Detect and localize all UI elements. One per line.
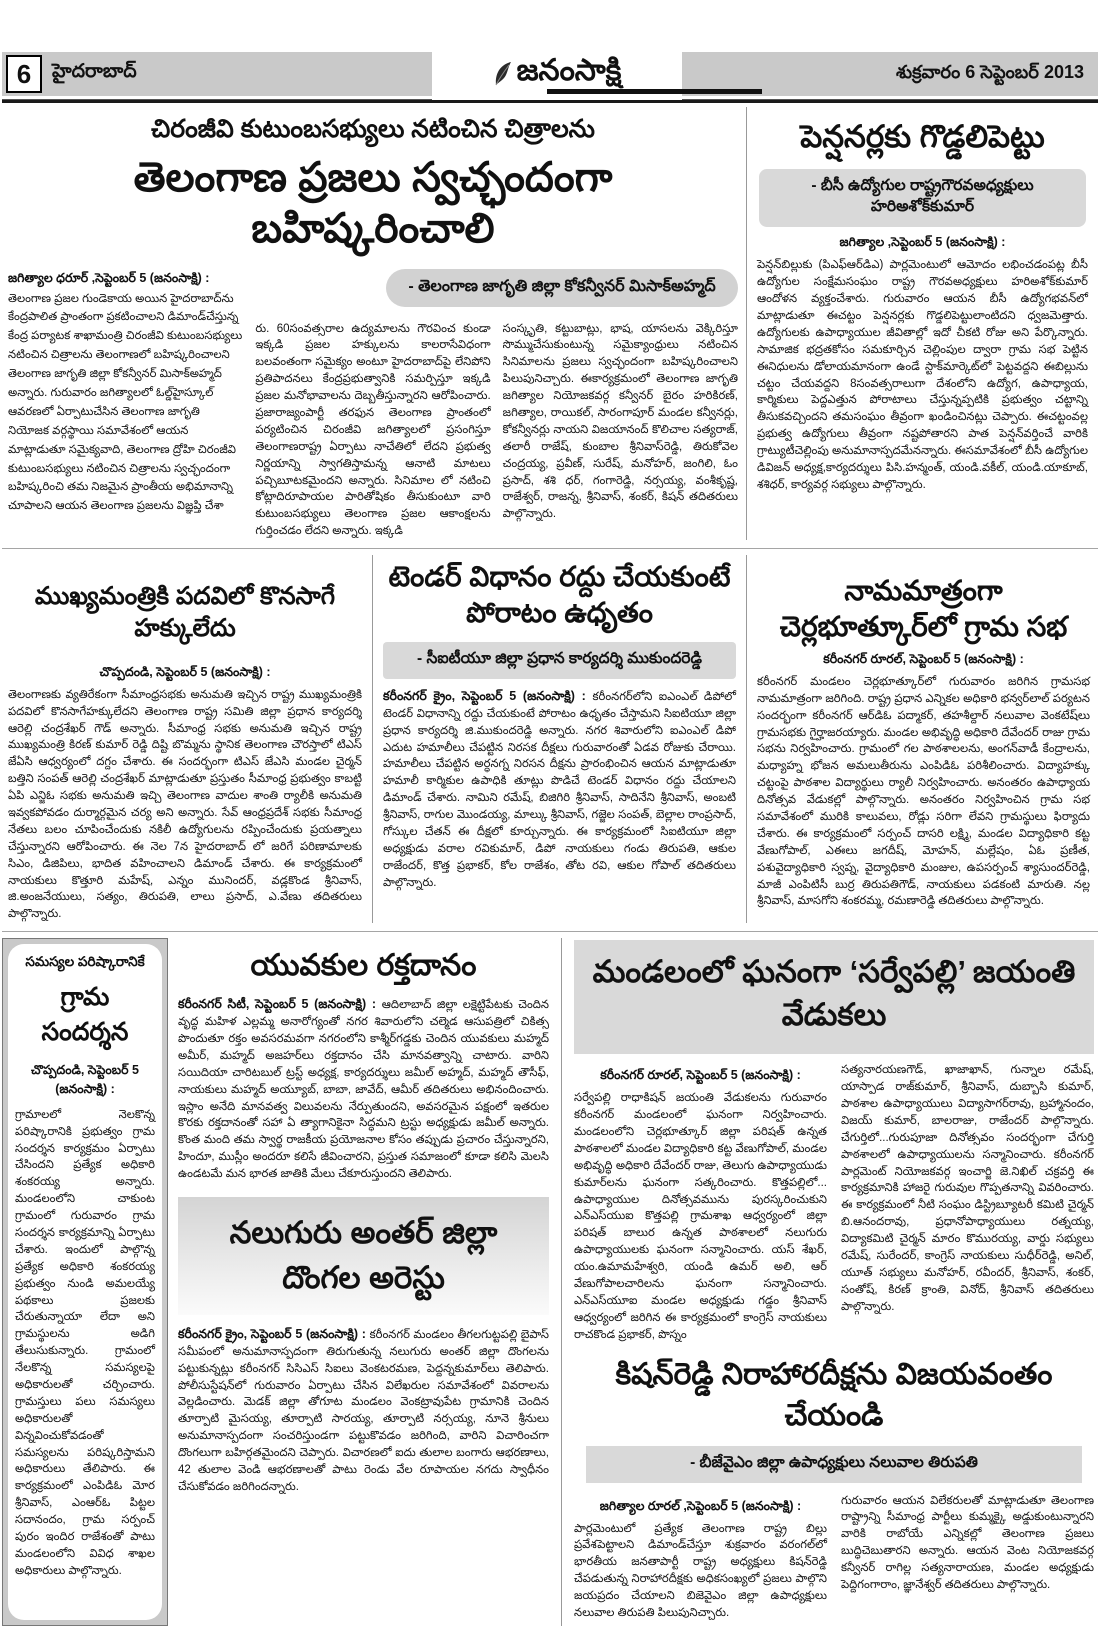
article-kicker: సమస్యల పరిష్కారానికే — [25, 954, 145, 970]
article-columns — [574, 1062, 1094, 1343]
article-headline-line2: దొంగల అరెస్టు — [282, 1259, 445, 1295]
newspaper-page — [0, 52, 1100, 1620]
article-body: కరీంనగర్ మండలం చెర్లభూత్కూర్‌లో గురువారం జరిగిన గ్రామసభ నామమాత్రంగా జరిగింది. రాష్ట్ర ప్రధాన ఎన్నికల అధికారి భన్వర్‌లాల్ పర్యటన సందర్భంగా కరీంనగర్ ఆర్‌డిఓ పద్మాకర్, తహశీల్దార్ నలువాల వెంకటేష్‌లు గ్రామసభకు గైర్హాజరయ్యారు. మండల అభివృద్ధి అధికారి దేవేందర్ రాజు గ్రామ సభను నిర్వహించారు. గ్రామంలో గల పాఠశాలలను, అంగన్‌వాడీ కేంద్రాలను, మధ్యాహ్న భోజన అమలుతీరును ఎంపిడిఓ పరిశీలించారు. విద్యాహక్కు చట్టంపై పాఠశాల విద్యార్థులు ర్యాలీ నిర్వహించారు. అనంతరం ఉపాధ్యాయ దినోత్సవ వేడుకల్లో పాల్గొన్నారు. అనంతరం నిర్వహించిన గ్రామ సభ సమావేశంలో మురికి కాలువలు, రోడ్లు సరిగా లేవని గ్రామస్థులు ఫిర్యాదు చేశారు. ఈ కార్యక్రమంలో సర్పంచ్ దాసరి లక్ష్మి, మండల విద్యాధికారి కట్ట వేణుగోపాల్, ఎఈలు జగదీష్, మోహన్, మల్లేషం, ఏఓ ప్రణీత, పశువైద్యాధికారి స్వప్న, వైద్యాధికారి మంజుల, ఉపసర్పంచ్ శ్యాసుందర్‌రెడ్డి, మాజీ ఎంపిటిసీ బుర్ర తిరుపతిగౌడ్, నాయకులు పడకంటి మారుతి. నల్ల శ్రీనివాస్, మాసగోని శంకరమ్మ, రమణారెడ్డి తదితరులు పాల్గొన్నారు. — [757, 675, 1090, 908]
article-headline: పెన్షనర్లకు గొడ్డలిపెట్టు — [800, 119, 1045, 154]
article-sandarshana-box — [2, 938, 168, 1626]
article-headline — [178, 1197, 549, 1315]
issue-date: శుక్రవారం 6 సెప్టెంబర్ 2013 — [896, 61, 1084, 82]
edition-city: హైదరాబాద్ — [52, 61, 137, 82]
article-byline: - బీజేవైఎం జిల్లా ఉపాధ్యక్షులు నలువాల తిరుపతి — [586, 1446, 1082, 1483]
article-columns — [574, 1493, 1094, 1622]
article-blood — [178, 946, 549, 1183]
article-body: గ్రామాలలో నెలకొన్న పరిష్కారానికి ప్రభుత్వం గ్రామ సందర్శన కార్యక్రమం ఏర్పాటు చేసిందని ప్రత్యేక అధికారి శంకరయ్య అన్నారు. మండలంలోని చాకుంట గ్రామంలో గురువారం గ్రామ సందర్శన కార్యక్రమాన్ని ఏర్పాటు చేశారు. ఇందులో పాల్గొన్న ప్రత్యేక అధికారి శంకరయ్య ప్రభుత్వం నుండి అమలయ్యే పథకాలు ప్రజలకు చేరుతున్నాయా లేదా అని గ్రామస్థులను అడిగి తేలుసుకున్నారు. గ్రామంలో నేలకొన్న సమస్యలపై అధికారులతో చర్చించారు. గ్రామస్తులు పలు సమస్యలు అధికారులతో విన్నవించుకోవడంతో సమస్యలను పరిష్కరిస్తామని అధికారులు తేలిపారు. ఈ కార్యక్రమంలో ఎంపిడిఓ మోర శ్రీనివాస్, ఎంఆర్ఓ పిట్టల సదానందం, గ్రామ సర్పంచ్ పురం ఇందిర రాజేశంతో పాటు మండలంలోని వివిధ శాఖల అధికారులు పాల్గొన్నారు. — [15, 1108, 155, 1577]
article-sandarshana — [8, 944, 162, 1620]
article-headline: గ్రామ సందర్శన — [41, 983, 129, 1047]
article-headline: నామమాత్రంగా చెర్లభూత్కూర్‌లో గ్రామ సభ — [779, 575, 1068, 643]
article-column-2: సత్యనారయణగౌడ్, ఖాజాఖాన్, గున్నాల రమేష్, యాస్పాడ రాజ్‌కుమార్, శ్రీనివాస్, దుబ్బాసి కుమార్, పాఠశాల ఉపాధ్యాయులు విద్యాసాగర్‌రావు, బ్రహ్మానందం, విజయ్ కుమార్, బాలరాజు, రాజేందర్ పాల్గొన్నారు. చేగుర్తిలో...గురుపూజా దినోత్సవం సందర్భంగా చేగుర్తి పాఠశాలలో ఉపాధ్యాయులను సన్మానించారు. కరీంనగర్ పార్లమెంట్ నియోజకవర్గ ఇంచార్జి జె.నిఖిల్ చక్రవర్తి ఈ కార్యక్రమానికి హాజరై గురువుల గొప్పతనాన్ని వివరించారు. ఈ కార్యక్రమంలో నీటి సంఘం డిస్ట్రిబ్యూటరీ కమిటి చైర్మన్ బి.ఆనందరావు, ప్రధానోపాధ్యాయులు రత్నయ్య, విద్యాకమిటి చైర్మన్ మారం కొమురయ్య, వార్డు సభ్యులు రమేష్, సురేందర్, కాంగ్రెస్ నాయకులు సుధీర్‌రెడ్డి, అనిల్, యూత్ సభ్యులు మనోహర్, రవీందర్, శ్రీనివాస్, శంకర్, సంతోష్, కిరణ్ క్రాంతి, వినోద్, శ్రీనివాస్ తదితరులు పాల్గొన్నారు. — [841, 1064, 1094, 1313]
dateline-line2: (జనంసాక్షి) : — [55, 1081, 115, 1096]
dateline-line1: చొప్పదండి, సెప్టెంబర్ 5 — [31, 1063, 139, 1078]
article-column-1 — [574, 1062, 827, 1343]
masthead-leaf-icon — [493, 61, 513, 87]
article-dateline: చొప్పదండి, సెప్టెంబర్ 5 (జనంసాక్షి) : — [99, 664, 271, 679]
article-body: తెలంగాణకు వ్యతిరేకంగా సీమాంధ్రసభకు అనుమతి ఇచ్చిన రాష్ట్ర ముఖ్యమంత్రికి పదవిలో కొనసాగేహక్కులేదని తెలంగాణ రాష్ట్ర సమితి జిల్లా ప్రధాన కార్యదర్శి ఆరెల్లి చంద్రశేఖర్ గౌడ్ అన్నారు. సీమాంధ్ర సభకు అనుమతి ఇచ్చిన రాష్ట్ర ముఖ్యమంత్రి కిరణ్ కుమార్ రెడ్డి దిష్టి బొమ్మను స్థానిక తెలంగాణ చౌరస్తాలో టిఎస్ జేఏసి ఆధ్వర్యంలో దగ్దం చేశారు. ఈ సందర్భంగా టిఎస్ జేఎసి మండల చైర్మన్ బత్తిని సంపత్ ఆరెల్లి చంద్రశేఖర్ మాట్లాడుతూ ప్రస్తుతం సీమాంధ్ర ప్రభుత్వం కాబట్టి ఏపి ఎన్జిఓ సభకు అనుమతి ఇచ్చి తెలంగాణ వాదుల శాంతి ర్యాలీకి అనుమతి ఇవ్వకపోవడం దుర్మార్గమైన చర్య అని అన్నారు. సేవ్ ఆంధ్రప్రదేశ్ సభకు సీమాంధ్ర నేతలు బలం చూపించేందుకు నకిలీ ఉద్యోగులను రప్పించేందుకు ప్రయత్నాలు చేస్తున్నారని ఆరోపించారు. ఈ నెల 7న హైదరాబాద్ లో జరిగే పరిణామాలకు సిఎం, డిజిపిలు, భాదిత వహించాలని డిమాండ్ చేశారు. ఈ కార్యక్రమంలో నాయకులు కొత్తూరి మహేష్, ఎన్నం మునిందర్, వడ్లకొండ శ్రీనివాస్, జి.అంజనేయులు, సత్యం, తిరుపతి, లాలు ప్రసాద్, ఎ.వేణు తదితరులు పాల్గొన్నారు. — [8, 688, 362, 921]
article-column-1 — [574, 1493, 827, 1622]
row-top — [2, 107, 1098, 540]
article-columns — [8, 269, 738, 541]
article-column-3: సంస్కృతి, కట్టుబాట్లు, భాష, యాసలను వెక్కిరిస్తూ సొమ్ముచేసుకుంటున్న సమైక్యాంధ్రులు నటించిన సినిమాలను ప్రజలు స్వచ్ఛందంగా బహిష్కరించాలని పిలుపునిచ్చారు. ఈకార్యక్రమంలో తెలంగాణ జాగృతి జగిత్యాల నియోజకవర్గ కన్వీనర్ బైరం హరికిరణ్, జగిత్యాల, రాయికల్, సారంగాపూర్ మండల కన్వీనర్లు, కోకన్వీనర్లు నాయని విజయానంద్ కొలిచాల సత్యరాజ్, తలారీ రాజేష్, కుంబాల శ్రీనివాస్‌రెడ్డి, తిరుకోవెల చంద్రయ్య, ప్రవీణ్, సురేష్, మనోహర్, జంగిలి, ఓం ప్రసాద్, శశి ధర్, గంగారెడ్డి, నర్సయ్య, వంశీకృష్ణ, రాజేశ్వర్, రాజన్న, శ్రీనివాస్, శంకర్, కిషన్ తదితరులు పాల్గొన్నారు. — [502, 322, 738, 521]
article-dateline: జగిత్యాల ,సెప్టెంబర్ 5 (జనంసాక్షి) : — [839, 235, 1006, 250]
article-body: సర్వేపల్లి రాధాకిషన్ జయంతి వేడుకలను గురువారం కరీంనగర్ మండలంలో ఘనంగా నిర్వహించారు. మండలంలోని చెర్లభూత్కూర్ జిల్లా పరిషత్ ఉన్నత పాఠశాలలో మండల విద్యాధికారి కట్ట వేణుగోపాల్, మండల అభివృద్ధి అధికారి దేవేందర్ రాజు, తెలుగు ఉపాధ్యాయుడు కుమార్‌లను ఘనంగా సత్కరించారు. కొత్తపల్లిలో... ఉపాధ్యాయుల దినోత్సవమును పురస్కరించుకుని ఎన్‌ఎస్‌యుఐ కొత్తపల్లి గ్రామశాఖ ఆధ్వర్యంలో జిల్లా పరిషత్ బాలుర ఉన్నత పాఠశాలలో నలుగురు ఉపాధ్యాయులకు ఘనంగా సన్మానించారు. యస్ శేఖర్, యం.ఉమామహేశ్వరి, యండి ఉమర్ అలి, ఆర్ వేణుగోపాలచారిలను ఘనంగా సన్మానించారు. ఎన్‌ఎస్‌యూఐ మండల అధ్యక్షుడు గడ్డం శ్రీనివాస్ ఆధ్వర్యంలో జరిగిన ఈ కార్యక్రమంలో కాంగ్రెస్ నాయకులు రాచకొండ ప్రభాకర్, పొస్నం — [574, 1092, 827, 1341]
row-middle — [2, 555, 1098, 923]
article-body — [178, 1325, 549, 1496]
article-dateline: కరీంనగర్ క్రైం, సెప్టెంబర్ 5 (జనంసాక్షి) : — [178, 1326, 370, 1341]
article-headline: తెలంగాణ ప్రజలు స్వచ్ఛందంగా బహిష్కరించాలి — [133, 154, 613, 252]
article-body-text: కరీంనగర్ మండలం తీగలగుట్టపల్లి బైపాస్ సమీపంలో అనుమానాస్పదంగా తిరుగుతున్న నలుగురు అంతర్ జిల్లా దొంగలను పట్టుకున్నట్లు కరీంనగర్ సిసిఎస్ సిఐలు వెంకటరమణ, పెద్దన్నకుమార్‌లు తెలిపారు. పోలీసుస్టేషన్‌లో గురువారం ఏర్పాటు చేసిన విలేఖరుల సమావేశంలో వివరాలను వెల్లడించారు. మెడక్ జిల్లా తోగూట మండలం వెంకట్రావుపేట గ్రామానికి చెందిన తూర్పాటి మైసయ్య, తూర్పాటి సారయ్య, తూర్పాటి నర్సయ్య, నూనె శ్రీనులు అనుమానాస్పదంగా సంచరిస్తుండగా పట్టుకొవడం జరిగింది, వారిని విచారించగా దొంగలుగా బహిర్గతమైందని చెప్పారు. విచారణలో ఐదు తులాల బంగారు ఆభరణాలు, 42 తులాల వెండి ఆభరణాలతో పాటు రెండు వేల రూపాయల నగదు స్వాధీనం చేసుకోవడం జరిగిందన్నారు. — [178, 1328, 549, 1493]
article-boycott — [2, 107, 747, 540]
article-headline: యువకుల రక్తదానం — [250, 949, 477, 983]
article-column-2: రు. 60సంవత్సరాల ఉద్యమాలను గౌరవించ కుండా ఇక్కడి ప్రజల హక్కులను కాలరాసేవిధంగా బలవంతంగా సమైక్యం అంటూ హైదరాబాద్‌పై లేనిపోని ప్రతిపాదనలు కేంద్రప్రభుత్వానికి సమర్పిస్తూ ఇక్కడి ప్రజల మనోభావాలను దెబ్బతీస్తున్నారని ఆరోపించారు. ప్రజారాజ్యంపార్టీ తరఫున తెలంగాణ ప్రాంతంలో పర్యటించిన చిరంజీవి జగిత్యాలలో ప్రసంగిస్తూ తెలంగాణరాష్ట్ర ఏర్పాటు నాచేతిలో లేదని ప్రభుత్వ నిర్ణయాన్ని స్వాగతిస్తామన్న ఆనాటి మాటలు పచ్చిబూటకమైందని అన్నారు. సినిమాల లో నటించి కోట్లాదిరూపాయల పారితోషికం తీసుకుంటూ వారి కుటుంబసభ్యులు తెలంగాణ ప్రజల ఆకాంక్షలను గుర్తించడం లేదని అన్నారు. ఇక్కడి — [255, 322, 491, 538]
article-pension — [747, 107, 1098, 540]
article-dateline: కరీంనగర్ క్రైం, సెప్టెంబర్ 5 (జనంసాక్షి) : — [383, 688, 593, 703]
article-body — [178, 995, 549, 1183]
row-bottom — [2, 938, 1098, 1626]
masthead-title: జనంసాక్షి — [516, 53, 622, 87]
page-number: 6 — [6, 55, 42, 93]
article-body — [383, 687, 736, 892]
article-headline: మండలంలో ఘనంగా ‘సర్వేపల్లి’ జయంతి వేడుకలు — [574, 940, 1094, 1054]
column-right — [562, 938, 1098, 1626]
article-dateline: కరీంనగర్ సిటీ, సెప్టెంబర్ 5 (జనంసాక్షి) : — [178, 997, 382, 1012]
article-headline-line2: పోరాటం ఉధృతం — [466, 597, 653, 629]
masthead-underline — [547, 89, 762, 94]
article-dateline: కరీంనగర్ రూరల్, సెప్టెంబర్ 5 (జనంసాక్షి) : — [823, 651, 1024, 666]
column-middle — [168, 938, 562, 1626]
article-cm — [2, 555, 372, 923]
article-headline-line1: నలుగురు అంతర్ జిల్లా — [229, 1215, 498, 1251]
article-body: పార్లమెంటులో ప్రత్యేక తెలంగాణ రాష్ట్ర బిల్లు ప్రవేశపెట్టాలని డిమాండ్‌చేస్తూ శుక్రవారం వరంగల్‌లో భారతీయ జనతాపార్టీ రాష్ట్ర అధ్యక్షులు కిషన్‌రెడ్డి చేపడుతున్న నిరాహారదీక్షకు అధికసంఖ్యలో ప్రజలు పాల్గొని జయప్రదం చేయాలని బిజెవైఎం జిల్లా ఉపాధ్యక్షులు నలువాల తిరుపతి పిలుపునిచ్చారు. — [574, 1522, 827, 1620]
article-body: తెలంగాణ ప్రజల గుండెకాయ అయిన హైదరాబాద్‌ను కేంద్రపాలిత ప్రాంతంగా ప్రకటించాలని డిమాండ్‌చేస్తున్న కేంద్ర పర్యాటక శాఖామంత్రి చిరంజీవి కుటుంబసభ్యులు నటించిన చిత్రాలను తెలంగాణలో బహిష్కరించాలని తెలంగాణ జాగృతి జిల్లా కోకన్వీనర్ మిసాక్‌అహ్మద్ అన్నారు. గురువారం జగిత్యాలలో ఓల్డ్‌హైస్కూల్ ఆవరణలో ఏర్పాటుచేసిన తెలంగాణ జాగృతి నియోజక వర్గస్థాయి సమావేశంలో ఆయన మాట్లాడుతూ సమైక్యవాది, తెలంగాణ ద్రోహి చిరంజీవి కుటుంబసభ్యులు నటించిన చిత్రాలను స్వచ్ఛందంగా బహిష్కరించి తమ నిజమైన ప్రాంతీయ అభిమానాన్ని చూపాలని ఆయన తెలంగాణ ప్రజలను విజ్ఞప్తి చేశా — [8, 292, 243, 513]
article-dateline: కరీంనగర్ రూరల్, సెప్టెంబర్ 5 (జనంసాక్షి) : — [600, 1068, 801, 1083]
section-divider — [2, 931, 1098, 932]
article-body-text: కరీంనగర్‌లోని ఐఎంఎల్ డిపోలో టెండర్ విధానాన్ని రద్దు చేయకుంటే పోరాటం ఉధృతం చేస్తామని సిఐటియూ జిల్లా ప్రధాన కార్యదర్శి జి.ముకుందరెడ్డి అన్నారు. నగర శివారులోని ఐఎంఎల్ డిపో ఎదుట హమాలీలు చేపట్టిన నిరసక దీక్షలు గురువారంతో ఏడవ రోజుకు చేరాయి. హమాలీలు చేపట్టిన అర్ధనగ్న నిరసన దీక్షను ప్రారంభించిన ఆయన మాట్లాడుతూ హమాలీ కార్మికుల ఉపాధికి తూట్లు పొడిచే టెండర్ విధానం రద్దు చేయాలని డిమాండ్ చేశారు. నామిని రమేష్, బిజిగిరి శ్రీనివాస్, సాదినేని శ్రీనివాస్, అంబటి శ్రీనివాస్, రాగుల మొండయ్య, మాల్కు శ్రీనివాస్, గజ్జెల సంపత్, బెల్లాల రాంప్రసాద్, గోస్కుల చేతన్ ఈ దీక్షలో కూర్చున్నారు. ఈ కార్యక్రమంలో సిఐటియూ జిల్లా అధ్యక్షుడు వరాల రవికుమార్, డిపో నాయకులు గండు తిరుపతి, ఆకుల రాజేందర్, కొత్త ప్రభాకర్, కోల రాజేశం, తోట రవి, ఆకుల గోపాల్ తదితరులు పాల్గొన్నారు. — [383, 690, 736, 889]
section-divider — [2, 548, 1098, 549]
article-dateline: జగిత్యాల రూరల్ ,సెప్టెంబర్ 5 (జనంసాక్షి) : — [599, 1498, 802, 1513]
article-column-2: గురువారం ఆయన విలేకరులతో మాట్లాడుతూ తెలంగాణ రాష్ట్రాన్ని సీమాంధ్ర పార్టీలు కుమ్మక్కై అడ్డుకుంటున్నారని వారికి రాబోయే ఎన్నికల్లో తెలంగాణ ప్రజలు బుద్ధిచెబుతారని అన్నారు. ఆయన వెంట నియోజకవర్గ కన్వీనర్ రాగిల్ల సత్యనారాయణ, మండల అధ్యక్షుడు పెద్దిగంగారాం, జ్ఞానేశ్వర్ తదితరులు పాల్గొన్నారు. — [841, 1494, 1094, 1592]
page-header — [2, 52, 1098, 96]
article-body-text: ఆదిలాబాద్ జిల్లా లక్షెట్టిపేటకు చెందిన వృద్ధ మహిళ ఎల్లమ్మ అనారోగ్యంతో నగర శివారులోని చల్మెడ ఆసుపత్రిలో చికిత్స పొందుతూ రక్తం అవసరమవగా నగరంలోని కాశ్మీర్‌గడ్డకు చెందిన యువకులు మహ్మద్ అమీర్, మహ్మద్ అజహర్‌లు రక్తదానం చేసి మానవత్వాన్ని చాటారు. వారిని సయిదియా చారిటబుల్ ట్రస్ట్ అధ్యక్ష, కార్యదర్శులు జమీల్ అహ్మద్, మహ్మద్ తౌసీఫ్, నాయకులు మహ్మద్ అయ్యూబ్, బాబా, జావేద్, ఆమీర్ తదితరులు అభినందించారు. ఇస్లాం అనేది మానవత్వ విలువలను నేర్పుతుందని, అవసరమైన పక్షంలో ఇతరుల కొరకు రక్తదానంతో సహా ఏ త్యాగానికైనా సిద్ధమని ట్రస్టు అధ్యక్షుడు జమీల్ అన్నారు. కొంత మంది తమ స్వార్థ రాజకీయ ప్రయోజనాల కోసం తప్పుడు ప్రచారం చేస్తున్నారని, హిందూ, ముస్లీం అందరూ కలిసే జీవించారని, ప్రస్తుత సమాజంలో కూడా కలిసి మెలసి ఉండటమే మన భారత జాతికి మేలు చేకూరుస్తుందని తెలిపారు. — [178, 999, 549, 1181]
article-byline: - తెలంగాణ జాగృతి జిల్లా కోకన్వీనర్ మిసాక్‌అహ్మద్ — [386, 269, 738, 307]
article-headline: కిషన్‌రెడ్డి నిరాహారదీక్షను విజయవంతం చేయండి — [615, 1357, 1053, 1432]
article-column-1 — [8, 269, 243, 541]
article-sarvepalli — [574, 940, 1094, 1343]
article-headline-line1: టెండర్ విధానం రద్దు చేయకుంటే — [388, 561, 731, 593]
article-body: పెన్షన్‌బిల్లుకు (పిఎఫ్ఆర్‌డిఎ) పార్లమెంటులో ఆమోదం లభించడంపట్ల బీసీ ఉద్యోగుల సంక్షేమసంఘం రాష్ట్ర గౌరవఅధ్యక్షులు హరిఅశోక్‌కుమార్ ఆందోళన వ్యక్తంచేశారు. గురువారం ఆయన బీసీ ఉద్యోగభవన్‌లో మాట్లాడుతూ ఈచట్టం పెన్షనర్లకు గొడ్డలిపెట్టులాంటిదని ధ్వజమెత్తారు. ఉద్యోగులకు ఉపాధ్యాయుల జీవితాల్లో ఇదో చీకటి రోజు అని పేర్కొన్నారు. సామాజిక భద్రతకోసం సమకూర్చిన చెల్లింపుల ద్వారా గ్రామ సభ పెట్టిన ఈనిధులను డోలాయమానంగా ఉండే స్టాక్‌మార్కెట్‌లో పెట్టవద్దని ఈబిల్లును చట్టం చేయవద్దని 8సంవత్సరాలుగా దేశంలోని ఉద్యోగ, ఉపాధ్యాయ, కార్మికులు పెద్దఎత్తున పోరాటాలు చేస్తున్నప్పటికి ప్రభుత్వం చట్టాన్ని తీసుకవచ్చిందని తమసంఘం తీవ్రంగా ఖండించినట్లు చెప్పారు. ఈచట్టంవల్ల ప్రభుత్వ ఉద్యోగులు తీవ్రంగా నష్టపోతారని పాత పెన్షన్‌వర్తించే వారికి గ్రాట్యుటీచెల్లింపు అనుమానాస్పదమేనన్నారు. ఈసమావేశంలో బీసీ ఉద్యోగుల డివిజన్ అధ్యక్ష,కార్యదర్శులు పిసి.హన్మంత్, యండి.వకీల్, యండి.యాకూబ్, శశిధర్, కార్యవర్గ సభ్యులు పాల్గొన్నారు. — [757, 259, 1088, 491]
article-tender — [372, 555, 747, 923]
article-dateline — [15, 1061, 155, 1099]
article-dateline: జగిత్యాల ధరూర్ ,సెప్టెంబర్ 5 (జనంసాక్షి) : — [8, 270, 210, 285]
article-kicker: చిరంజీవి కుటుంబసభ్యులు నటించిన చిత్రాలను — [151, 115, 595, 143]
article-byline: - బీసీ ఉద్యోగుల రాష్ట్రగౌరవఅధ్యక్షులు హరిఅశోక్‌కుమార్ — [759, 169, 1086, 227]
article-gramasabha — [747, 555, 1098, 923]
article-arrest — [178, 1197, 549, 1496]
article-kishan — [574, 1358, 1094, 1622]
article-byline: - సీఐటీయూ జిల్లా ప్రధాన కార్యదర్శి ముకుందరెడ్డి — [383, 642, 736, 679]
article-headline: ముఖ్యమంత్రికి పదవిలో కొనసాగే హక్కులేదు — [34, 583, 336, 642]
